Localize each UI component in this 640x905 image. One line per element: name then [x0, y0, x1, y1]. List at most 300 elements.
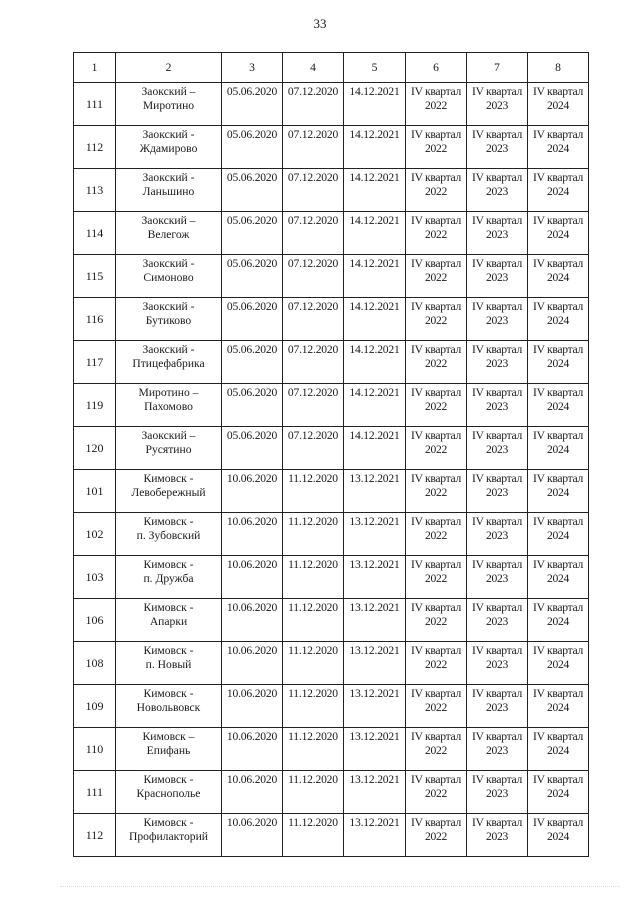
- date-cell: 10.06.2020: [222, 599, 283, 642]
- quarter-year: 2023: [486, 443, 508, 456]
- route-name-line: Кимовск -: [143, 773, 194, 786]
- quarter-label: IV квартал: [411, 730, 461, 743]
- route-name: [116, 126, 222, 169]
- table-row: [74, 384, 589, 427]
- date-cell: 07.12.2020: [283, 212, 344, 255]
- quarter-label: IV квартал: [533, 386, 583, 399]
- quarter-label: IV квартал: [472, 558, 522, 571]
- quarter-year: 2024: [547, 185, 569, 198]
- route-name: [116, 83, 222, 126]
- route-name: [116, 642, 222, 685]
- quarter-year: 2024: [547, 529, 569, 542]
- quarter-cell: [528, 814, 589, 857]
- quarter-year: 2023: [486, 787, 508, 800]
- quarter-year: 2022: [425, 357, 447, 370]
- quarter-label: IV квартал: [533, 214, 583, 227]
- quarter-year: 2024: [547, 400, 569, 413]
- quarter-cell: [467, 685, 528, 728]
- date-cell: 07.12.2020: [283, 169, 344, 212]
- quarter-label: IV квартал: [472, 343, 522, 356]
- quarter-year: 2023: [486, 658, 508, 671]
- date-cell: 10.06.2020: [222, 470, 283, 513]
- quarter-year: 2022: [425, 572, 447, 585]
- header-row: [74, 53, 589, 83]
- quarter-label: IV квартал: [411, 816, 461, 829]
- date-cell: 10.06.2020: [222, 556, 283, 599]
- quarter-label: IV квартал: [411, 601, 461, 614]
- quarter-year: 2024: [547, 357, 569, 370]
- quarter-year: 2022: [425, 185, 447, 198]
- quarter-label: IV квартал: [533, 515, 583, 528]
- quarter-cell: [528, 685, 589, 728]
- route-name-line: Краснополье: [136, 787, 201, 800]
- quarter-year: 2024: [547, 830, 569, 843]
- page-number: 33: [313, 16, 327, 31]
- route-name: [116, 556, 222, 599]
- route-name: [116, 427, 222, 470]
- quarter-cell: [406, 298, 467, 341]
- route-name: [116, 814, 222, 857]
- schedule-table: [73, 52, 589, 857]
- row-number: 119: [74, 384, 116, 427]
- quarter-cell: [406, 169, 467, 212]
- route-name-line: Ланьшино: [142, 185, 195, 198]
- quarter-year: 2024: [547, 658, 569, 671]
- date-cell: 14.12.2021: [344, 427, 406, 470]
- quarter-label: IV квартал: [533, 644, 583, 657]
- date-cell: 07.12.2020: [283, 384, 344, 427]
- route-name-line: Ждамирово: [139, 142, 198, 155]
- quarter-year: 2023: [486, 615, 508, 628]
- quarter-cell: [406, 728, 467, 771]
- quarter-year: 2022: [425, 529, 447, 542]
- quarter-label: IV квартал: [472, 687, 522, 700]
- quarter-label: IV квартал: [472, 128, 522, 141]
- date-cell: 10.06.2020: [222, 685, 283, 728]
- route-name: [116, 169, 222, 212]
- quarter-cell: [528, 728, 589, 771]
- route-name-line: Заокский –: [141, 429, 196, 442]
- date-cell: 05.06.2020: [222, 83, 283, 126]
- quarter-year: 2023: [486, 228, 508, 241]
- route-name: [116, 298, 222, 341]
- quarter-year: 2022: [425, 701, 447, 714]
- route-name-line: Заокский -: [142, 128, 195, 141]
- quarter-label: IV квартал: [411, 128, 461, 141]
- quarter-year: 2023: [486, 314, 508, 327]
- table-row: [74, 169, 589, 212]
- column-header: 4: [283, 53, 344, 83]
- row-number: 103: [74, 556, 116, 599]
- route-name-line: Апарки: [149, 615, 188, 628]
- quarter-cell: [406, 83, 467, 126]
- date-cell: 10.06.2020: [222, 642, 283, 685]
- quarter-label: IV квартал: [472, 214, 522, 227]
- quarter-cell: [528, 470, 589, 513]
- date-cell: 07.12.2020: [283, 298, 344, 341]
- quarter-year: 2022: [425, 142, 447, 155]
- quarter-cell: [406, 771, 467, 814]
- column-header: 7: [467, 53, 528, 83]
- route-name-line: Епифань: [146, 744, 191, 757]
- quarter-cell: [406, 470, 467, 513]
- route-name-line: Заокский -: [142, 300, 195, 313]
- row-number: 108: [74, 642, 116, 685]
- date-cell: 10.06.2020: [222, 814, 283, 857]
- column-header: 1: [74, 53, 116, 83]
- quarter-cell: [406, 427, 467, 470]
- table-row: [74, 599, 589, 642]
- quarter-label: IV квартал: [533, 730, 583, 743]
- quarter-label: IV квартал: [472, 257, 522, 270]
- quarter-cell: [406, 642, 467, 685]
- quarter-label: IV квартал: [411, 644, 461, 657]
- route-name-line: Кимовск -: [143, 558, 194, 571]
- row-number: 115: [74, 255, 116, 298]
- quarter-cell: [467, 642, 528, 685]
- quarter-cell: [406, 212, 467, 255]
- route-name: [116, 384, 222, 427]
- route-name-line: Миротино –: [138, 386, 199, 399]
- route-name: [116, 513, 222, 556]
- route-name-line: Заокский -: [142, 343, 195, 356]
- quarter-label: IV квартал: [533, 472, 583, 485]
- quarter-cell: [467, 83, 528, 126]
- quarter-year: 2024: [547, 271, 569, 284]
- quarter-label: IV квартал: [472, 429, 522, 442]
- route-name-line: Кимовск -: [143, 515, 194, 528]
- date-cell: 13.12.2021: [344, 599, 406, 642]
- route-name-line: п. Зубовский: [136, 529, 201, 542]
- quarter-year: 2024: [547, 486, 569, 499]
- quarter-cell: [467, 728, 528, 771]
- date-cell: 11.12.2020: [283, 556, 344, 599]
- date-cell: 10.06.2020: [222, 513, 283, 556]
- quarter-cell: [467, 384, 528, 427]
- quarter-year: 2022: [425, 228, 447, 241]
- quarter-label: IV квартал: [533, 300, 583, 313]
- quarter-label: IV квартал: [472, 601, 522, 614]
- scan-artifact: [60, 886, 620, 891]
- quarter-cell: [406, 513, 467, 556]
- row-number: 111: [74, 83, 116, 126]
- date-cell: 14.12.2021: [344, 384, 406, 427]
- route-name-line: Кимовск -: [143, 601, 194, 614]
- row-number: 116: [74, 298, 116, 341]
- quarter-cell: [406, 599, 467, 642]
- quarter-year: 2023: [486, 744, 508, 757]
- quarter-cell: [406, 556, 467, 599]
- date-cell: 13.12.2021: [344, 513, 406, 556]
- route-name-line: Кимовск –: [142, 730, 195, 743]
- route-name-line: Заокский -: [142, 171, 195, 184]
- table-row: [74, 642, 589, 685]
- quarter-label: IV квартал: [533, 85, 583, 98]
- quarter-year: 2024: [547, 744, 569, 757]
- quarter-label: IV квартал: [411, 214, 461, 227]
- quarter-year: 2023: [486, 529, 508, 542]
- quarter-cell: [528, 126, 589, 169]
- table-row: [74, 298, 589, 341]
- row-number: 101: [74, 470, 116, 513]
- table-row: [74, 728, 589, 771]
- quarter-label: IV квартал: [472, 515, 522, 528]
- quarter-year: 2022: [425, 486, 447, 499]
- quarter-cell: [528, 83, 589, 126]
- quarter-year: 2023: [486, 400, 508, 413]
- quarter-label: IV квартал: [533, 171, 583, 184]
- row-number: 117: [74, 341, 116, 384]
- quarter-cell: [528, 298, 589, 341]
- quarter-cell: [467, 298, 528, 341]
- quarter-year: 2024: [547, 314, 569, 327]
- date-cell: 05.06.2020: [222, 169, 283, 212]
- quarter-year: 2024: [547, 228, 569, 241]
- row-number: 102: [74, 513, 116, 556]
- quarter-label: IV квартал: [411, 171, 461, 184]
- route-name-line: Заокский –: [141, 85, 196, 98]
- quarter-year: 2022: [425, 658, 447, 671]
- date-cell: 14.12.2021: [344, 255, 406, 298]
- date-cell: 10.06.2020: [222, 771, 283, 814]
- quarter-cell: [406, 255, 467, 298]
- quarter-year: 2023: [486, 486, 508, 499]
- date-cell: 05.06.2020: [222, 126, 283, 169]
- date-cell: 05.06.2020: [222, 212, 283, 255]
- column-header: 5: [344, 53, 406, 83]
- quarter-cell: [528, 556, 589, 599]
- table-row: [74, 685, 589, 728]
- date-cell: 05.06.2020: [222, 298, 283, 341]
- date-cell: 14.12.2021: [344, 83, 406, 126]
- route-name-line: Русятино: [145, 443, 192, 456]
- route-name-line: Левобережный: [131, 486, 206, 499]
- quarter-cell: [528, 513, 589, 556]
- quarter-label: IV квартал: [472, 85, 522, 98]
- date-cell: 05.06.2020: [222, 384, 283, 427]
- date-cell: 11.12.2020: [283, 771, 344, 814]
- quarter-cell: [406, 814, 467, 857]
- quarter-year: 2022: [425, 400, 447, 413]
- quarter-label: IV квартал: [472, 386, 522, 399]
- quarter-label: IV квартал: [411, 429, 461, 442]
- quarter-label: IV квартал: [533, 128, 583, 141]
- column-header: 2: [116, 53, 222, 83]
- quarter-label: IV квартал: [411, 687, 461, 700]
- quarter-label: IV квартал: [472, 730, 522, 743]
- row-number: 109: [74, 685, 116, 728]
- column-header: 3: [222, 53, 283, 83]
- quarter-label: IV квартал: [472, 171, 522, 184]
- table-row: [74, 83, 589, 126]
- quarter-label: IV квартал: [411, 300, 461, 313]
- quarter-cell: [467, 470, 528, 513]
- route-name-line: Велегож: [147, 228, 190, 241]
- route-name: [116, 685, 222, 728]
- quarter-label: IV квартал: [472, 472, 522, 485]
- quarter-cell: [406, 341, 467, 384]
- quarter-cell: [528, 212, 589, 255]
- quarter-cell: [528, 599, 589, 642]
- route-name: [116, 771, 222, 814]
- date-cell: 11.12.2020: [283, 728, 344, 771]
- quarter-cell: [528, 384, 589, 427]
- row-number: 112: [74, 126, 116, 169]
- quarter-label: IV квартал: [411, 773, 461, 786]
- route-name: [116, 728, 222, 771]
- route-name: [116, 212, 222, 255]
- route-name: [116, 470, 222, 513]
- date-cell: 13.12.2021: [344, 556, 406, 599]
- quarter-year: 2023: [486, 572, 508, 585]
- quarter-year: 2023: [486, 357, 508, 370]
- route-name-line: Профилакторий: [128, 830, 208, 843]
- quarter-label: IV квартал: [533, 257, 583, 270]
- quarter-year: 2024: [547, 701, 569, 714]
- route-name-line: п. Дружба: [143, 572, 194, 585]
- row-number: 114: [74, 212, 116, 255]
- date-cell: 11.12.2020: [283, 642, 344, 685]
- date-cell: 07.12.2020: [283, 126, 344, 169]
- table-row: [74, 427, 589, 470]
- column-header: 6: [406, 53, 467, 83]
- quarter-cell: [467, 513, 528, 556]
- quarter-cell: [406, 126, 467, 169]
- quarter-label: IV квартал: [472, 773, 522, 786]
- table-row: [74, 556, 589, 599]
- quarter-cell: [528, 341, 589, 384]
- quarter-cell: [467, 341, 528, 384]
- quarter-year: 2022: [425, 744, 447, 757]
- date-cell: 05.06.2020: [222, 427, 283, 470]
- quarter-label: IV квартал: [411, 558, 461, 571]
- date-cell: 07.12.2020: [283, 255, 344, 298]
- quarter-label: IV квартал: [411, 343, 461, 356]
- route-name: [116, 599, 222, 642]
- row-number: 113: [74, 169, 116, 212]
- quarter-year: 2022: [425, 830, 447, 843]
- quarter-year: 2023: [486, 830, 508, 843]
- date-cell: 14.12.2021: [344, 169, 406, 212]
- quarter-year: 2022: [425, 615, 447, 628]
- quarter-cell: [528, 169, 589, 212]
- quarter-year: 2023: [486, 271, 508, 284]
- route-name-line: Пахомово: [144, 400, 193, 413]
- date-cell: 11.12.2020: [283, 599, 344, 642]
- quarter-year: 2023: [486, 185, 508, 198]
- table-row: [74, 771, 589, 814]
- row-number: 110: [74, 728, 116, 771]
- quarter-label: IV квартал: [533, 816, 583, 829]
- route-name-line: Бутиково: [145, 314, 192, 327]
- quarter-cell: [467, 771, 528, 814]
- quarter-cell: [467, 169, 528, 212]
- quarter-cell: [528, 427, 589, 470]
- quarter-year: 2022: [425, 99, 447, 112]
- date-cell: 14.12.2021: [344, 341, 406, 384]
- quarter-cell: [467, 255, 528, 298]
- quarter-cell: [467, 814, 528, 857]
- route-name: [116, 255, 222, 298]
- table-row: [74, 255, 589, 298]
- quarter-cell: [528, 255, 589, 298]
- table-row: [74, 341, 589, 384]
- date-cell: 13.12.2021: [344, 470, 406, 513]
- table-row: [74, 212, 589, 255]
- quarter-cell: [467, 212, 528, 255]
- route-name: [116, 341, 222, 384]
- quarter-year: 2022: [425, 443, 447, 456]
- route-name-line: Кимовск -: [143, 472, 194, 485]
- quarter-year: 2022: [425, 787, 447, 800]
- quarter-label: IV квартал: [411, 386, 461, 399]
- route-name-line: Миротино: [142, 99, 195, 112]
- quarter-cell: [406, 685, 467, 728]
- column-header: 8: [528, 53, 589, 83]
- quarter-year: 2024: [547, 572, 569, 585]
- table-row: [74, 513, 589, 556]
- quarter-year: 2024: [547, 615, 569, 628]
- quarter-label: IV квартал: [472, 300, 522, 313]
- quarter-label: IV квартал: [472, 644, 522, 657]
- date-cell: 13.12.2021: [344, 771, 406, 814]
- date-cell: 05.06.2020: [222, 255, 283, 298]
- date-cell: 11.12.2020: [283, 513, 344, 556]
- date-cell: 07.12.2020: [283, 341, 344, 384]
- quarter-label: IV квартал: [533, 429, 583, 442]
- date-cell: 13.12.2021: [344, 814, 406, 857]
- quarter-label: IV квартал: [533, 601, 583, 614]
- date-cell: 07.12.2020: [283, 427, 344, 470]
- date-cell: 11.12.2020: [283, 470, 344, 513]
- table-row: [74, 814, 589, 857]
- date-cell: 07.12.2020: [283, 83, 344, 126]
- quarter-year: 2024: [547, 99, 569, 112]
- route-name-line: п. Новый: [145, 658, 192, 671]
- quarter-cell: [528, 642, 589, 685]
- quarter-label: IV квартал: [411, 515, 461, 528]
- quarter-label: IV квартал: [533, 343, 583, 356]
- quarter-label: IV квартал: [411, 472, 461, 485]
- date-cell: 14.12.2021: [344, 212, 406, 255]
- quarter-year: 2022: [425, 314, 447, 327]
- quarter-label: IV квартал: [472, 816, 522, 829]
- route-name-line: Заокский -: [142, 257, 195, 270]
- route-name-line: Заокский –: [141, 214, 196, 227]
- date-cell: 14.12.2021: [344, 126, 406, 169]
- row-number: 112: [74, 814, 116, 857]
- date-cell: 11.12.2020: [283, 685, 344, 728]
- quarter-label: IV квартал: [411, 257, 461, 270]
- quarter-year: 2022: [425, 271, 447, 284]
- table-row: [74, 470, 589, 513]
- quarter-cell: [528, 771, 589, 814]
- date-cell: 10.06.2020: [222, 728, 283, 771]
- date-cell: 13.12.2021: [344, 642, 406, 685]
- quarter-cell: [406, 384, 467, 427]
- quarter-label: IV квартал: [533, 558, 583, 571]
- table-body: [74, 83, 589, 857]
- date-cell: 05.06.2020: [222, 341, 283, 384]
- date-cell: 11.12.2020: [283, 814, 344, 857]
- quarter-label: IV квартал: [533, 687, 583, 700]
- quarter-year: 2024: [547, 142, 569, 155]
- route-name-line: Симоново: [143, 271, 194, 284]
- quarter-cell: [467, 427, 528, 470]
- date-cell: 13.12.2021: [344, 685, 406, 728]
- row-number: 120: [74, 427, 116, 470]
- route-name-line: Кимовск -: [143, 687, 194, 700]
